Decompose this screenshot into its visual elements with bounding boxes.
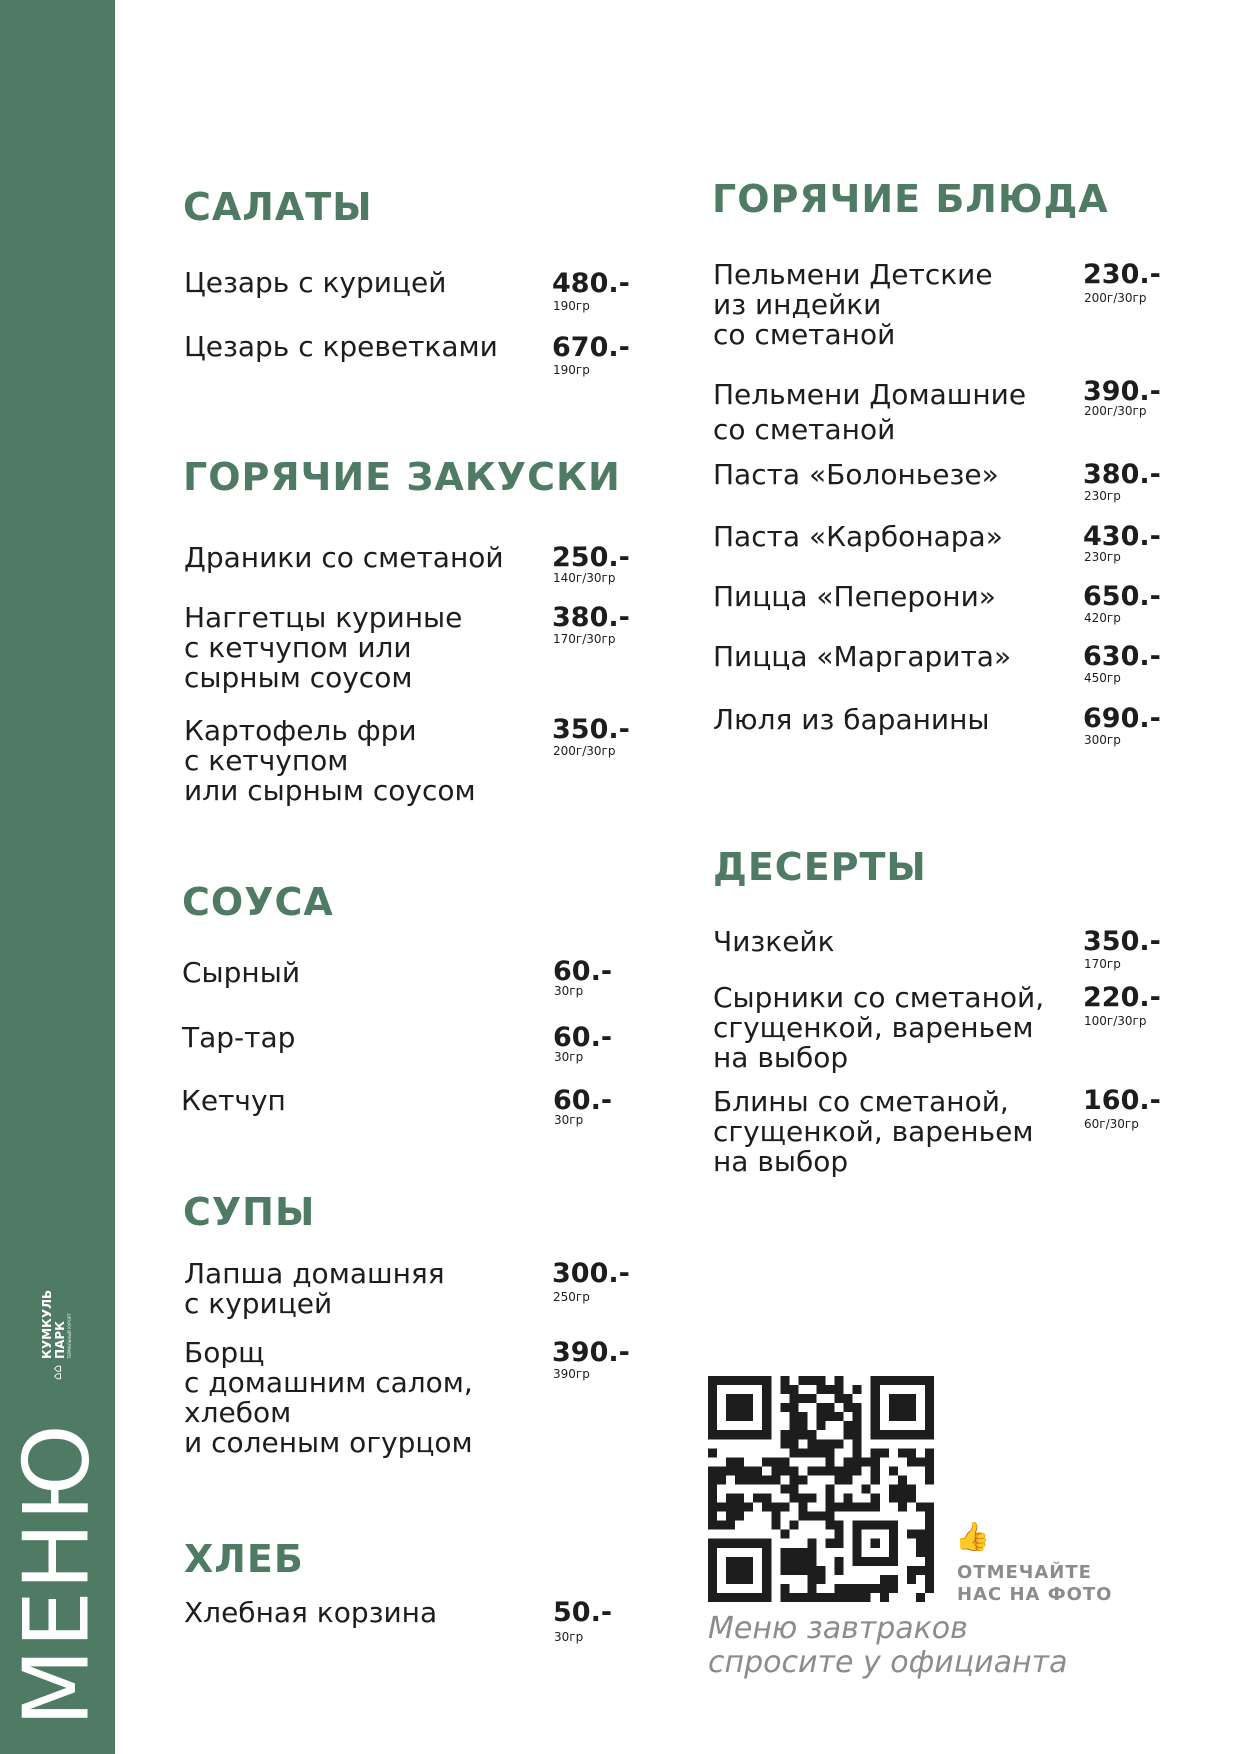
menu-item-price: 50.-	[553, 1597, 613, 1628]
menu-item-weight: 250гр	[553, 1290, 590, 1304]
menu-item-price: 60.-	[553, 956, 613, 987]
menu-item-price: 300.-	[552, 1258, 630, 1289]
menu-title: МЕНЮ	[4, 1423, 110, 1727]
logo-line-2: ПАРК	[53, 1321, 67, 1359]
menu-item-weight: 200г/30гр	[1084, 404, 1147, 418]
menu-item-name: Сырный	[182, 956, 301, 989]
qr-code-icon[interactable]	[708, 1376, 934, 1602]
menu-item-price: 160.-	[1083, 1085, 1161, 1116]
sidebar	[0, 0, 115, 1754]
tag-us-caption	[957, 1562, 1112, 1606]
menu-item-weight: 200г/30гр	[1084, 291, 1147, 305]
menu-item-price: 630.-	[1083, 641, 1161, 672]
brand-logo	[41, 1290, 73, 1380]
menu-item-price: 690.-	[1083, 703, 1161, 734]
menu-item-weight: 100г/30гр	[1084, 1014, 1147, 1028]
menu-item-name: Тар-тар	[182, 1021, 296, 1054]
menu-item-weight: 450гр	[1084, 671, 1121, 685]
logo-mark-icon: ⌂⌂	[50, 1364, 64, 1381]
tag-us-line-1: ОТМЕЧАЙТЕ	[957, 1562, 1092, 1583]
menu-item-name: Люля из баранины	[713, 703, 990, 736]
menu-item-weight: 30гр	[554, 984, 584, 998]
menu-item-weight: 300гр	[1084, 733, 1121, 747]
menu-item-name: Пицца «Маргарита»	[713, 640, 1012, 673]
menu-item-price: 380.-	[1083, 459, 1161, 490]
menu-item-name: Пельмени Детские из индейки со сметаной	[713, 258, 993, 351]
menu-item-price: 250.-	[552, 542, 630, 573]
logo-text	[41, 1290, 73, 1359]
menu-item-name: Чизкейк	[713, 925, 835, 958]
menu-item-price: 670.-	[552, 332, 630, 363]
menu-item-weight: 30гр	[554, 1050, 584, 1064]
menu-item-weight: 230гр	[1084, 550, 1121, 564]
menu-item-weight: 170г/30гр	[553, 632, 616, 646]
menu-item-name: Борщ с домашним салом, хлебом и соленым огурцом	[184, 1336, 473, 1459]
breakfast-note-line-2: спросите у официанта	[708, 1645, 1068, 1680]
menu-item-price: 220.-	[1083, 982, 1161, 1013]
section-title-bread: ХЛЕБ	[184, 1537, 304, 1581]
section-title-salads: САЛАТЫ	[183, 185, 373, 229]
menu-item-name: Паста «Карбонара»	[713, 520, 1003, 553]
menu-item-weight: 390гр	[553, 1367, 590, 1381]
menu-item-price: 430.-	[1083, 521, 1161, 552]
menu-item-price: 60.-	[553, 1022, 613, 1053]
menu-item-weight: 60г/30гр	[1084, 1117, 1139, 1131]
menu-item-weight: 190гр	[553, 363, 590, 377]
thumbs-up-icon: 👍	[955, 1520, 990, 1553]
section-title-hot-dishes: ГОРЯЧИЕ БЛЮДА	[712, 177, 1109, 221]
menu-item-name: Цезарь с курицей	[184, 266, 447, 299]
menu-item-name: Хлебная корзина	[184, 1596, 438, 1629]
logo-subtitle: ТЕРМАЛЬНЫЙ КУРОРТ	[67, 1313, 72, 1359]
menu-item-weight: 420гр	[1084, 611, 1121, 625]
menu-item-weight: 30гр	[554, 1630, 584, 1644]
menu-item-name: Блины со сметаной, сгущенкой, вареньем на выбор	[713, 1085, 1034, 1178]
menu-item-price: 390.-	[1083, 376, 1161, 407]
section-title-soups: СУПЫ	[183, 1190, 316, 1234]
menu-item-name: Сырники со сметаной, сгущенкой, вареньем на выбор	[713, 981, 1045, 1074]
menu-item-name: Лапша домашняя с курицей	[184, 1257, 445, 1320]
menu-item-name: Пицца «Пеперони»	[713, 580, 996, 613]
menu-item-name: Картофель фри с кетчупом или сырным соусом	[184, 714, 476, 807]
breakfast-note-line-1: Меню завтраков	[708, 1611, 968, 1646]
menu-item-weight: 140г/30гр	[553, 571, 616, 585]
breakfast-note	[708, 1612, 1068, 1680]
tag-us-line-2: НАС НА ФОТО	[957, 1584, 1113, 1605]
menu-item-price: 650.-	[1083, 581, 1161, 612]
menu-item-name: Цезарь с креветками	[184, 330, 498, 363]
menu-item-price: 230.-	[1083, 259, 1161, 290]
menu-item-name: Наггетцы куриные с кетчупом или сырным соусом	[184, 601, 463, 694]
menu-item-price: 480.-	[552, 268, 630, 299]
section-title-hot-snacks: ГОРЯЧИЕ ЗАКУСКИ	[183, 455, 621, 499]
menu-item-weight: 190гр	[553, 299, 590, 313]
menu-item-name: Драники со сметаной	[184, 541, 504, 574]
menu-item-weight: 170гр	[1084, 957, 1121, 971]
logo-line-1: КУМКУЛЬ	[40, 1289, 54, 1359]
menu-item-price: 390.-	[552, 1337, 630, 1368]
menu-item-name: Паста «Болоньезе»	[713, 458, 999, 491]
menu-item-weight: 30гр	[554, 1113, 584, 1127]
menu-item-price: 350.-	[1083, 926, 1161, 957]
menu-item-name: Кетчуп	[181, 1084, 286, 1117]
section-title-desserts: ДЕСЕРТЫ	[713, 845, 927, 889]
menu-item-weight: 230гр	[1084, 489, 1121, 503]
menu-item-price: 350.-	[552, 714, 630, 745]
menu-item-price: 60.-	[553, 1085, 613, 1116]
menu-item-weight: 200г/30гр	[553, 744, 616, 758]
menu-item-price: 380.-	[552, 602, 630, 633]
section-title-sauces: СОУСА	[182, 880, 334, 924]
menu-item-name: Пельмени Домашние со сметаной	[713, 378, 1027, 446]
